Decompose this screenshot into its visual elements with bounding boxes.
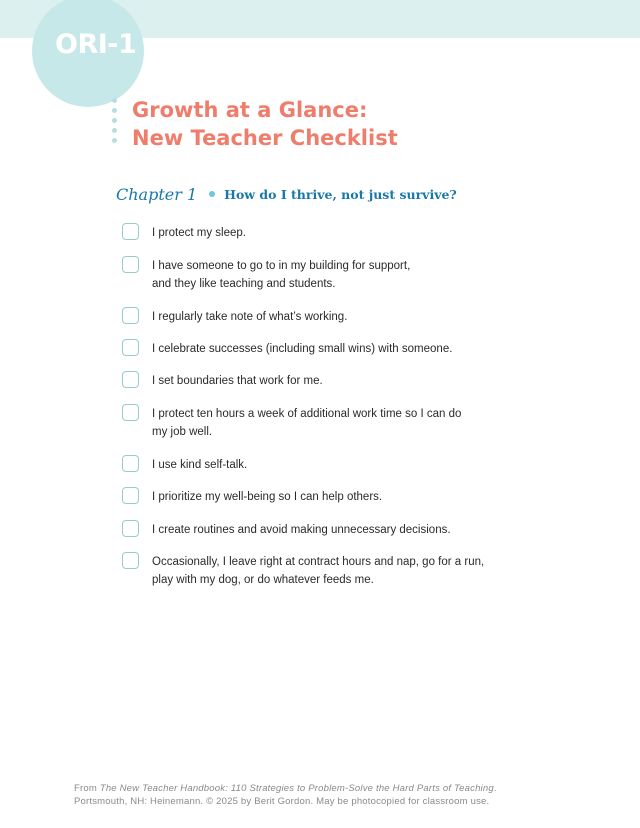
item-text: I set boundaries that work for me. xyxy=(152,375,323,387)
checkbox[interactable] xyxy=(122,371,139,388)
title-line-2: New Teacher Checklist xyxy=(132,126,398,150)
chapter-heading xyxy=(116,182,457,206)
item-text: I create routines and avoid making unnecessary decisions. xyxy=(152,524,451,536)
item-text: I prioritize my well-being so I can help others. xyxy=(152,491,383,503)
checkbox[interactable] xyxy=(122,487,139,504)
footer-line-2: Portsmouth, NH: Heinemann. © 2025 by Berit Gordon. May be photocopied for classroom use. xyxy=(74,796,490,807)
bullet-dot-icon xyxy=(209,191,215,197)
book-title: The New Teacher Handbook: 110 Strategies to Problem-Solve the Hard Parts of Teaching xyxy=(99,783,494,794)
checkbox[interactable] xyxy=(122,307,139,324)
page-code-badge: ORI-1 xyxy=(55,29,137,60)
title-line-1: Growth at a Glance: xyxy=(132,98,368,122)
chapter-label: Chapter 1 xyxy=(116,184,198,204)
checkbox[interactable] xyxy=(122,339,139,356)
checkbox[interactable] xyxy=(122,552,139,569)
chapter-question: How do I thrive, not just survive? xyxy=(224,186,457,202)
checkbox[interactable] xyxy=(122,455,139,472)
item-text-line-2: and they like teaching and students. xyxy=(152,278,336,290)
item-text: I protect ten hours a week of additional work time so I can do xyxy=(152,408,462,420)
item-text-line-2: my job well. xyxy=(152,426,213,438)
footer-credit xyxy=(74,782,497,808)
item-text-line-2: play with my dog, or do whatever feeds me. xyxy=(152,574,374,586)
item-text: I have someone to go to in my building for support, xyxy=(152,260,411,272)
item-text: I celebrate successes (including small wins) with someone. xyxy=(152,343,453,355)
item-text: Occasionally, I leave right at contract hours and nap, go for a run, xyxy=(152,556,485,568)
footer-suffix: . xyxy=(493,783,497,794)
footer-line-1 xyxy=(74,782,497,795)
item-text: I use kind self-talk. xyxy=(152,459,248,471)
checkbox[interactable] xyxy=(122,223,139,240)
checkbox[interactable] xyxy=(122,520,139,537)
checkbox[interactable] xyxy=(122,256,139,273)
checkbox[interactable] xyxy=(122,404,139,421)
page-title xyxy=(132,96,398,152)
footer-prefix: From xyxy=(74,783,100,794)
item-text: I regularly take note of what’s working. xyxy=(152,311,348,323)
item-text: I protect my sleep. xyxy=(152,227,246,239)
